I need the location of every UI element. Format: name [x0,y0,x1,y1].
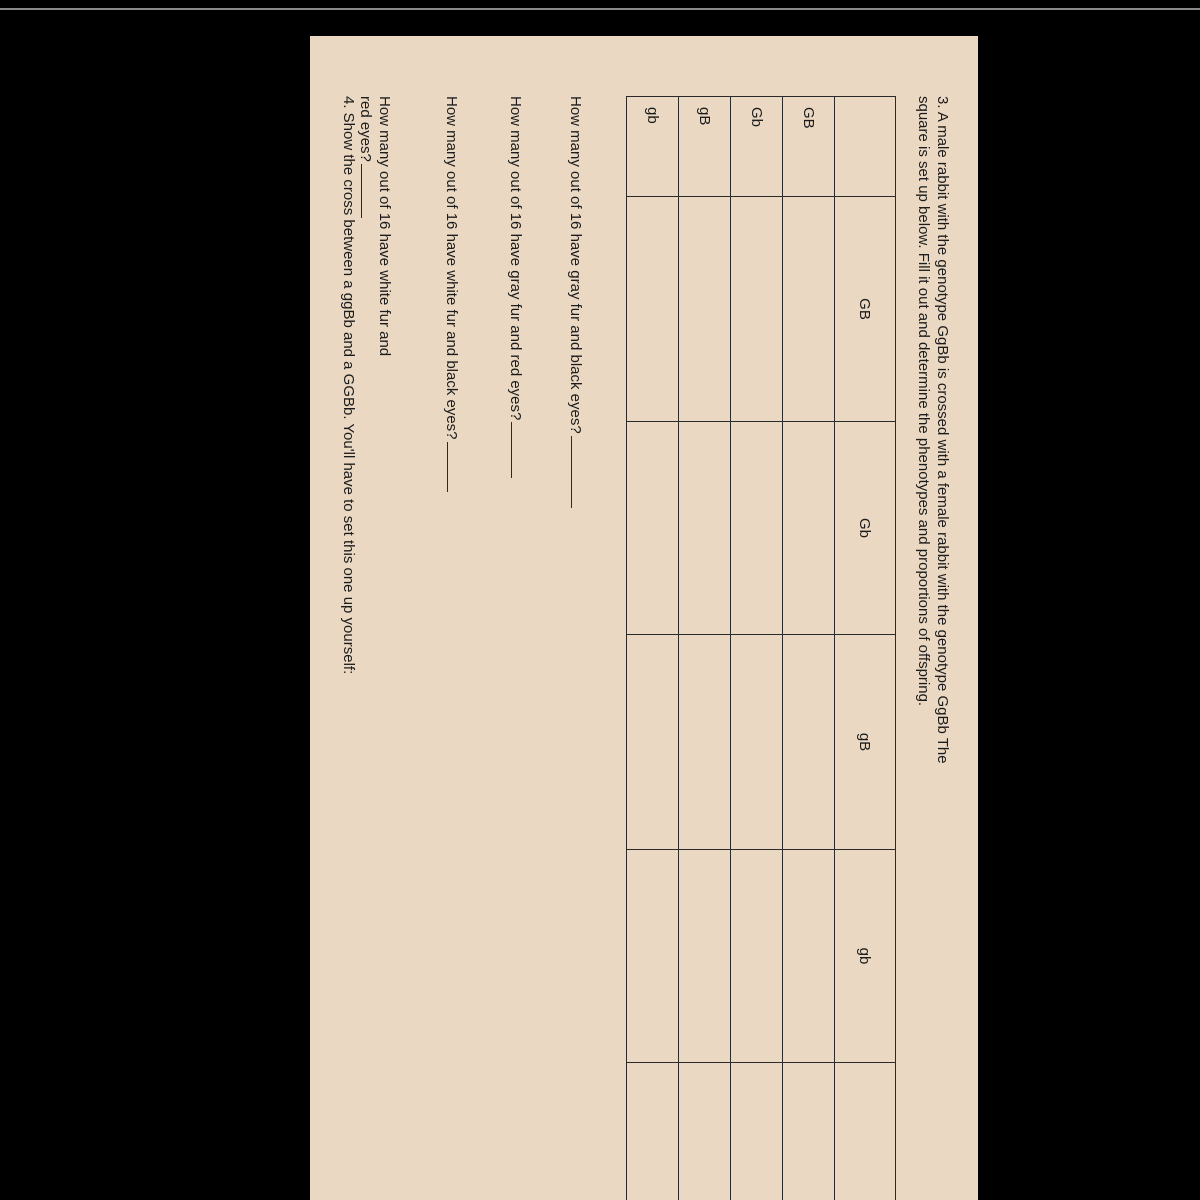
punnett-row-header: Gb [731,97,783,197]
punnett-cell[interactable] [679,850,731,1063]
punnett-cell[interactable] [783,850,835,1063]
answer-blank[interactable] [571,436,586,508]
punnett-extra-cell [731,1063,783,1200]
answer-blank[interactable] [511,422,526,478]
problem-3-text-line-1: 3. A male rabbit with the genotype GgBb is crossed with a female rabbit with the genotype GgBb The [934,96,951,764]
punnett-extra-cell [679,1063,731,1200]
punnett-cell[interactable] [731,197,783,422]
punnett-cell[interactable] [679,422,731,635]
punnett-corner-cell [835,97,896,197]
punnett-cell[interactable] [731,422,783,635]
worksheet-paper [310,36,978,1200]
question-gray-fur-black-eyes [566,96,586,508]
problem-4-text: 4. Show the cross between a ggBb and a GGBb. You'll have to set this one up yourself: [340,96,357,675]
punnett-square [626,96,896,1200]
punnett-row-header: gB [679,97,731,197]
punnett-extra-cell [783,1063,835,1200]
punnett-row [627,97,679,1200]
punnett-cell[interactable] [627,197,679,422]
answer-blank[interactable] [447,442,462,492]
problem-3-text-line-2: square is set up below. Fill it out and determine the phenotypes and proportions of offspring. [915,96,932,707]
punnett-cell[interactable] [731,635,783,850]
punnett-column-header: GB [835,197,896,422]
punnett-extra-cell [627,1063,679,1200]
question-text: How many out of 16 have gray fur and black eyes? [567,96,584,434]
question-white-fur-red-eyes-line-2 [356,96,376,218]
punnett-row [731,97,783,1200]
answer-blank[interactable] [361,164,376,218]
punnett-cell[interactable] [783,422,835,635]
question-text: red eyes? [357,96,374,162]
question-text: How many out of 16 have gray fur and red eyes? [507,96,524,421]
punnett-column-header: gb [835,850,896,1063]
punnett-cell[interactable] [679,635,731,850]
punnett-cell[interactable] [783,197,835,422]
punnett-extra-cell [835,1063,896,1200]
punnett-cell[interactable] [627,635,679,850]
punnett-column-header: gB [835,635,896,850]
question-text: How many out of 16 have white fur and black eyes? [443,96,460,440]
punnett-cell[interactable] [731,850,783,1063]
punnett-column-header: Gb [835,422,896,635]
question-white-fur-black-eyes [442,96,462,492]
question-white-fur-red-eyes-line-1: How many out of 16 have white fur and [376,96,393,357]
punnett-cell[interactable] [783,635,835,850]
punnett-row [679,97,731,1200]
punnett-cell[interactable] [679,197,731,422]
punnett-cell[interactable] [627,422,679,635]
punnett-row-header: gb [627,97,679,197]
punnett-header-row [835,97,896,1200]
punnett-row [783,97,835,1200]
punnett-row-header: GB [783,97,835,197]
rotated-worksheet-content [310,36,978,1200]
punnett-cell[interactable] [627,850,679,1063]
top-border-line [0,8,1200,10]
question-gray-fur-red-eyes [506,96,526,478]
